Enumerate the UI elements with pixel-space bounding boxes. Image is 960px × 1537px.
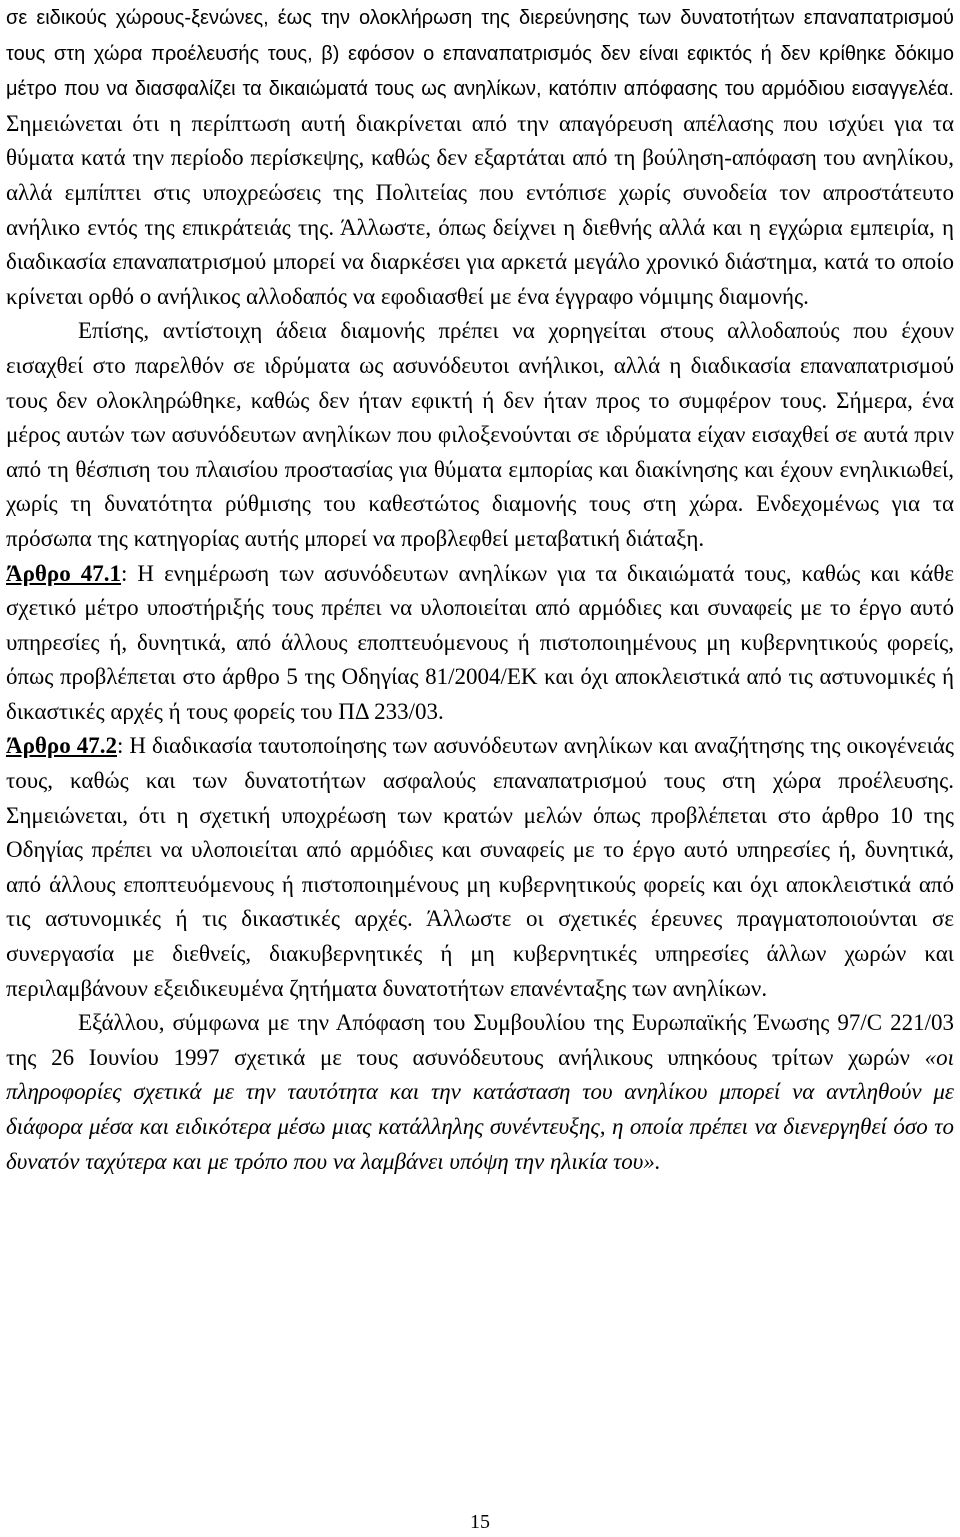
quoted-passage: «οι πληροφορίες σχετικά με την ταυτότητα και την κατάσταση του ανηλίκου μπορεί να αντληθούν με διάφορα μέσα και ειδικότερα μέσω μιας κατάλληλης συνέντευξης, η οποία πρέπει να διενεργηθεί όσο το δυνατόν ταχύτερα και με τρόπο που να λαμβάνει υπόψη την ηλικία του». xyxy=(6,1044,954,1174)
article-label: Άρθρο 47.1 xyxy=(6,560,122,586)
paragraph-text-serif: Ενδεχομένως για τα πρόσωπα της κατηγορίας αυτής μπορεί να προβλεφθεί μεταβατική διάταξη. xyxy=(6,491,954,551)
article-47-1 xyxy=(6,557,954,730)
paragraph-former-minors-permit xyxy=(6,314,954,556)
paragraph-text-serif: Επίσης, αντίστοιχη άδεια διαμονής πρέπει να χορηγείται στους αλλοδαπούς που έχουν εισαχθεί στο παρελθόν σε ιδρύματα ως ασυνόδευτοι ανήλικοι, αλλά η διαδικασία επαναπατρισμού τους δεν ολοκληρώθηκε, καθώς δεν ήταν εφικτή ή δεν ήταν προς το συμφέρον τους. xyxy=(6,318,954,413)
paragraph-text-serif: Σήμερα, ένα μέρος αυτών των ασυνόδευτων ανηλίκων που φιλοξενούνται σε ιδρύματα είχαν εισαχθεί σε αυτά πριν από τη θέσπιση του πλαισίου προστασίας για θύματα εμπορίας και διακίνησης και έχουν ενηλικιωθεί, χωρίς τη δυνατότητα ρύθμισης του καθεστώτος διαμονής τους στη χώρα. xyxy=(6,387,955,517)
article-text: : Η ενημέρωση των ασυνόδευτων ανηλίκων για τα δικαιώματά τους, καθώς και κάθε σχετικό μέτρο υποστήριξής τους πρέπει να υλοποιείται από αρμόδιες και συναφείς με το έργο αυτό υπηρεσίες ή, δυνητικά, από άλλους εποπτευόμενους ή πιστοποιημένους μη κυβερνητικούς φορείς, όπως προβλέπεται στο άρθρο 5 της Οδηγίας 81/2004/ΕΚ και όχι αποκλειστικά από τις αστυνομικές ή δικαστικές αρχές ή τους φορείς του ΠΔ 233/03. xyxy=(6,560,954,724)
paragraph-repatriation-residence xyxy=(6,0,954,314)
article-label: Άρθρο 47.2 xyxy=(6,733,117,759)
page-number: 15 xyxy=(470,1511,490,1533)
paragraph-text-serif: Σημειώνεται ότι η περίπτωση αυτή διακρίνεται από την απαγόρευση απέλασης που ισχύει για τα θύματα κατά την περίοδο περίσκεψης, καθώς δεν εξαρτάται από τη βούληση-απόφαση του ανηλίκου, αλλά εμπίπτει στις υποχρεώσεις της Πολιτείας που εντόπισε χωρίς συνοδεία τον απροστάτευτο ανήλικο εντός της επικράτειάς της. xyxy=(6,110,954,240)
paragraph-council-decision xyxy=(6,1006,954,1179)
article-text: : Η διαδικασία ταυτοποίησης των ασυνόδευτων ανηλίκων και αναζήτησης της οικογένειάς τους, καθώς και των δυνατοτήτων ασφαλούς επαναπατρισμού τους στη χώρα προέλευσης. xyxy=(6,733,954,794)
document-page xyxy=(6,0,954,1179)
article-47-2 xyxy=(6,729,954,1006)
article-text: Άλλωστε οι σχετικές έρευνες πραγματοποιούνται σε συνεργασία με διεθνείς, διακυβερνητικές ή μη κυβερνητικές υπηρεσίες άλλων χωρών και περιλαμβάνουν εξειδικευμένα ζητήματα δυνατοτήτων επανένταξης των ανηλίκων. xyxy=(6,906,954,1001)
article-text: Σημειώνεται, ότι η σχετική υποχρέωση των κρατών μελών όπως προβλέπεται στο άρθρο 10 της Οδηγίας πρέπει να υλοποιείται από αρμόδιες και συναφείς με το έργο αυτό υπηρεσίες ή, δυνητικά, από άλλους εποπτευόμενους ή πιστοποιημένους μη κυβερνητικούς φορείς και όχι αποκλειστικά από τις αστυνομικές ή τις δικαστικές αρχές. xyxy=(6,802,954,932)
paragraph-text-sans: σε ειδικούς χώρους-ξενώνες, έως την ολοκλήρωση της διερεύνησης των δυνατοτήτων επαναπατρισμού τους στη χώρα προέλευσής τους, β) εφόσον ο επαναπατρισμός δεν είναι εφικτός ή δεν κρίθηκε δόκιμο μέτρο που να διασφαλίζει τα δικαιώματά τους ως ανηλίκων, κατόπιν απόφασης του αρμόδιου εισαγγελέα. xyxy=(6,7,954,101)
paragraph-text-serif: Άλλωστε, όπως δείχνει η διεθνής αλλά και η εγχώρια εμπειρία, η διαδικασία επαναπατρισμού μπορεί να διαρκέσει για αρκετά μεγάλο χρονικό διάστημα, κατά το οποίο κρίνεται ορθό ο ανήλικος αλλοδαπός να εφοδιασθεί με ένα έγγραφο νόμιμης διαμονής. xyxy=(6,214,954,309)
paragraph-text-serif: Εξάλλου, σύμφωνα με την Απόφαση του Συμβουλίου της Ευρωπαϊκής Ένωσης 97/C 221/03 της 26 Ιουνίου 1997 σχετικά με τους ασυνόδευτους ανήλικους υπηκόους τρίτων χωρών xyxy=(6,1010,954,1070)
